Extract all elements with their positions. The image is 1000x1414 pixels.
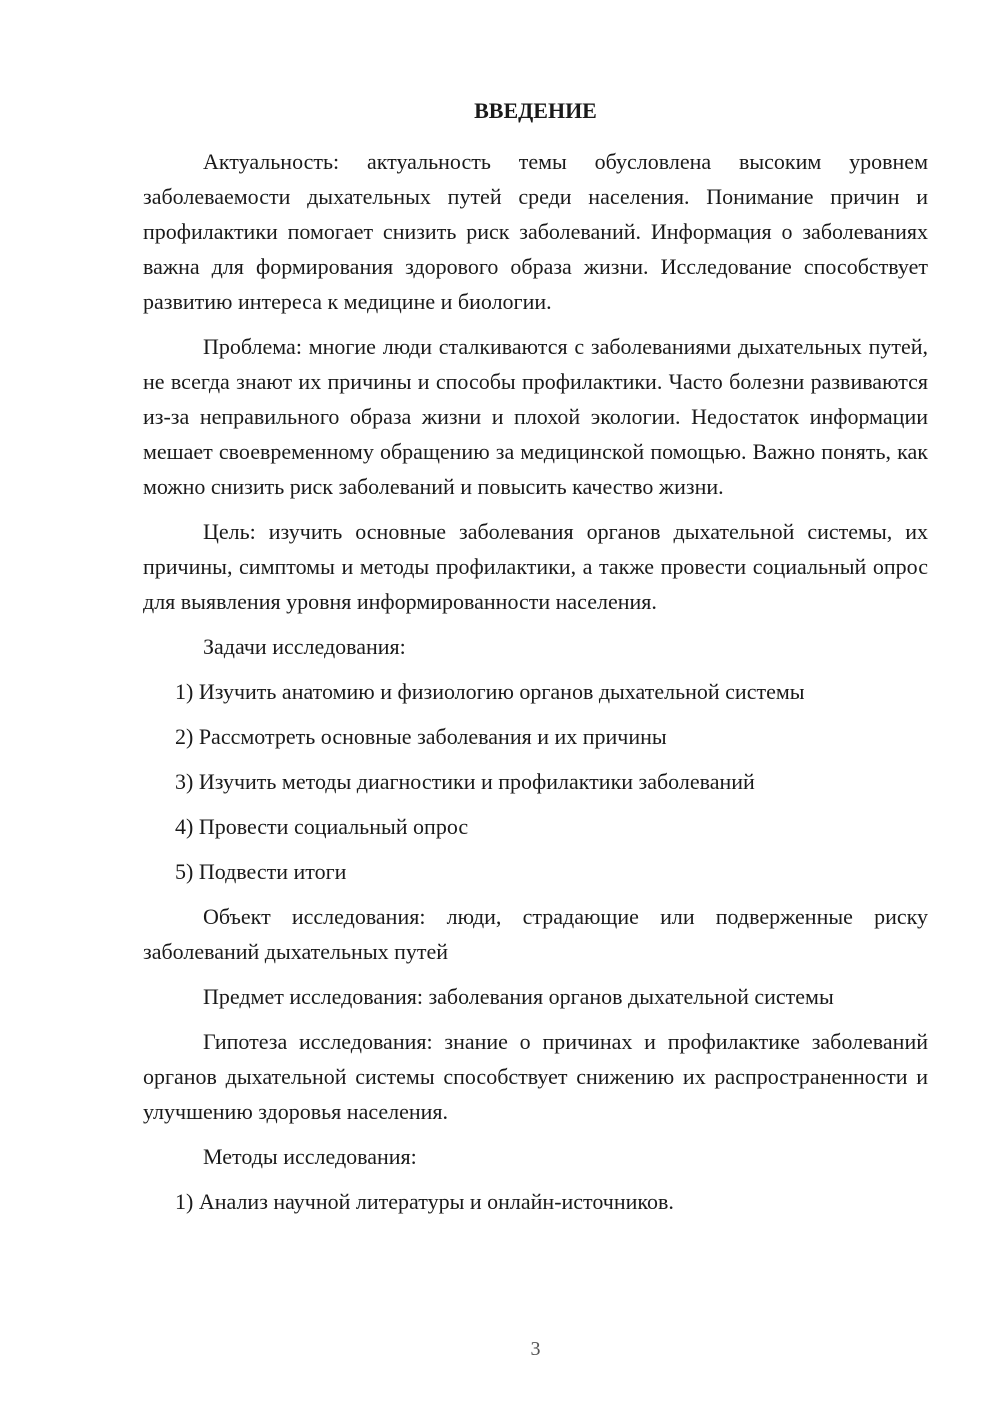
- object-paragraph: Объект исследования: люди, страдающие или подверженные риску заболеваний дыхательных путей: [143, 904, 928, 964]
- document-page: [143, 0, 928, 1414]
- method-item-1: 1) Анализ научной литературы и онлайн-источников.: [175, 1189, 674, 1214]
- page-number: 3: [530, 1338, 541, 1360]
- subject-paragraph: Предмет исследования: заболевания органов дыхательной системы: [203, 984, 834, 1009]
- problem-paragraph: Проблема: многие люди сталкиваются с заболеваниями дыхательных путей, не всегда знают их причины и способы профилактики. Часто болезни развиваются из-за неправильного образа жизни и плохой экологии. Недостаток информации мешает своевременному обращению за медицинской помощью. Важно понять, как можно снизить риск заболеваний и повысить качество жизни.: [143, 334, 928, 499]
- task-item-2: 2) Рассмотреть основные заболевания и их причины: [175, 724, 667, 749]
- document-body: [143, 144, 928, 1229]
- relevance-paragraph: Актуальность: актуальность темы обусловлена высоким уровнем заболеваемости дыхательных путей среди населения. Понимание причин и профилактики помогает снизить риск заболеваний. Информация о заболеваниях важна для формирования здорового образа жизни. Исследование способствует развитию интереса к медицине и биологии.: [143, 149, 928, 314]
- task-item-5: 5) Подвести итоги: [175, 859, 347, 884]
- task-item-4: 4) Провести социальный опрос: [175, 814, 469, 839]
- hypothesis-paragraph: Гипотеза исследования: знание о причинах и профилактике заболеваний органов дыхательной системы способствует снижению их распространенности и улучшению здоровья населения.: [143, 1029, 928, 1124]
- task-item-1: 1) Изучить анатомию и физиологию органов дыхательной системы: [175, 679, 805, 704]
- task-item-3: 3) Изучить методы диагностики и профилактики заболеваний: [175, 769, 755, 794]
- goal-paragraph: Цель: изучить основные заболевания органов дыхательной системы, их причины, симптомы и методы профилактики, а также провести социальный опрос для выявления уровня информированности населения.: [143, 519, 928, 614]
- tasks-label: Задачи исследования:: [203, 634, 406, 659]
- methods-label: Методы исследования:: [203, 1144, 417, 1169]
- page-heading: ВВЕДЕНИЕ: [474, 98, 597, 123]
